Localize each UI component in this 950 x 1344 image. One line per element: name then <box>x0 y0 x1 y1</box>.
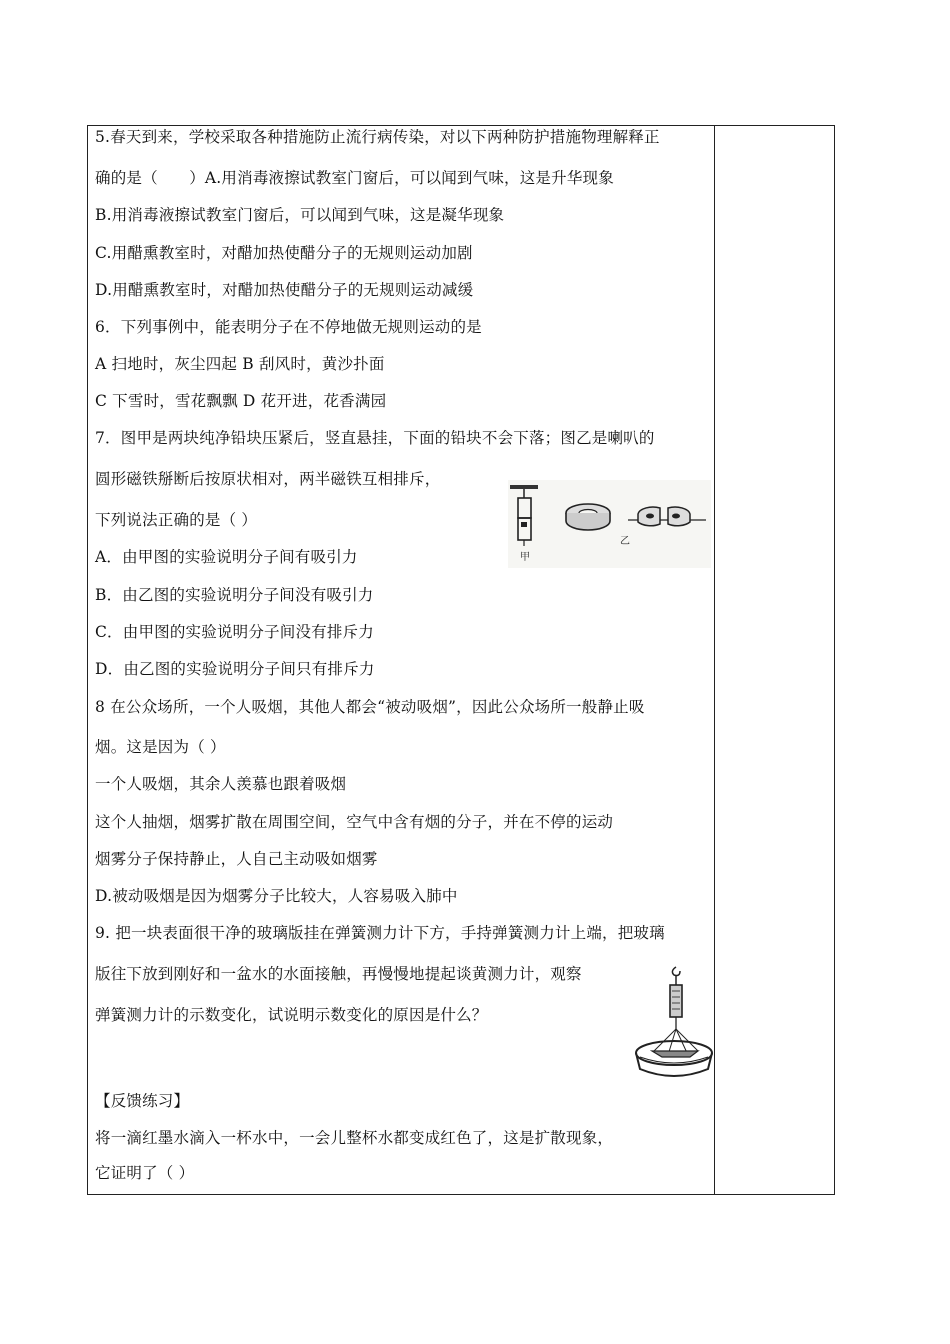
q5-line-1: 5.春天到来，学校采取各种措施防止流行病传染，对以下两种防护措施物理解释正 <box>95 128 660 146</box>
q7-line-1: 7．图甲是两块纯净铅块压紧后，竖直悬挂，下面的铅块不会下落；图乙是喇叭的 <box>95 429 655 447</box>
table-column-divider <box>714 125 715 1195</box>
glass-plate <box>652 1051 698 1057</box>
q6-options-cd: C 下雪时，雪花飘飘 D 花开进，花香满园 <box>95 392 387 410</box>
q7-option-a: A．由甲图的实验说明分子间有吸引力 <box>95 548 358 566</box>
water-basin <box>636 1041 712 1076</box>
q7-figure <box>508 480 711 568</box>
spring-scale <box>670 985 682 1017</box>
q7-line-3: 下列说法正确的是（ ） <box>95 511 258 529</box>
q8-option-d: D.被动吸烟是因为烟雾分子比较大，人容易吸入肺中 <box>95 887 458 905</box>
q7-line-2: 圆形磁铁掰断后按原状相对，两半磁铁互相排斥， <box>95 470 441 488</box>
q9-line-2: 版往下放到刚好和一盆水的水面接触，再慢慢地提起谈黄测力计，观察 <box>95 965 582 983</box>
q8-line-1: 8 在公众场所，一个人吸烟，其他人都会“被动吸烟”，因此公众场所一般静止吸 <box>95 698 645 716</box>
figure-label-jia: 甲 <box>520 552 530 563</box>
q5-option-c: C.用醋熏教室时，对醋加热使醋分子的无规则运动加剧 <box>95 244 473 262</box>
q7-option-b: B．由乙图的实验说明分子间没有吸引力 <box>95 586 374 604</box>
q5-line-2: 确的是（ ）A.用消毒液擦试教室门窗后，可以闻到气味，这是升华现象 <box>95 169 614 187</box>
q7-option-d: D．由乙图的实验说明分子间只有排斥力 <box>95 660 375 678</box>
q7-option-c: C．由甲图的实验说明分子间没有排斥力 <box>95 623 374 641</box>
q6-options-ab: A 扫地时，灰尘四起 B 刮风时，黄沙扑面 <box>95 355 385 373</box>
figure-label-yi: 乙 <box>620 536 630 547</box>
q5-option-b: B.用消毒液擦试教室门窗后，可以闻到气味，这是凝华现象 <box>95 206 505 224</box>
whole-magnet-ring <box>566 504 610 530</box>
feedback-heading: 【反馈练习】 <box>95 1092 190 1110</box>
q6-stem: 6．下列事例中，能表明分子在不停地做无规则运动的是 <box>95 318 482 336</box>
q8-line-2: 烟。这是因为（ ） <box>95 738 226 756</box>
q9-line-1: 9. 把一块表面很干净的玻璃版挂在弹簧测力计下方，手持弹簧测力计上端，把玻璃 <box>95 924 665 942</box>
feedback-line-1: 将一滴红墨水滴入一杯水中，一会儿整杯水都变成红色了，这是扩散现象， <box>95 1129 614 1147</box>
q8-option-c: 烟雾分子保持静止，人自己主动吸如烟雾 <box>95 850 378 868</box>
q8-option-a: 一个人吸烟，其余人羡慕也跟着吸烟 <box>95 775 347 793</box>
feedback-line-2: 它证明了（ ） <box>95 1164 195 1182</box>
q8-option-b: 这个人抽烟，烟雾扩散在周围空间，空气中含有烟的分子，并在不停的运动 <box>95 813 614 831</box>
q9-line-3: 弹簧测力计的示数变化，试说明示数变化的原因是什么？ <box>95 1006 488 1024</box>
q9-figure <box>632 965 714 1083</box>
q5-option-d: D.用醋熏教室时，对醋加热使醋分子的无规则运动减缓 <box>95 281 474 299</box>
